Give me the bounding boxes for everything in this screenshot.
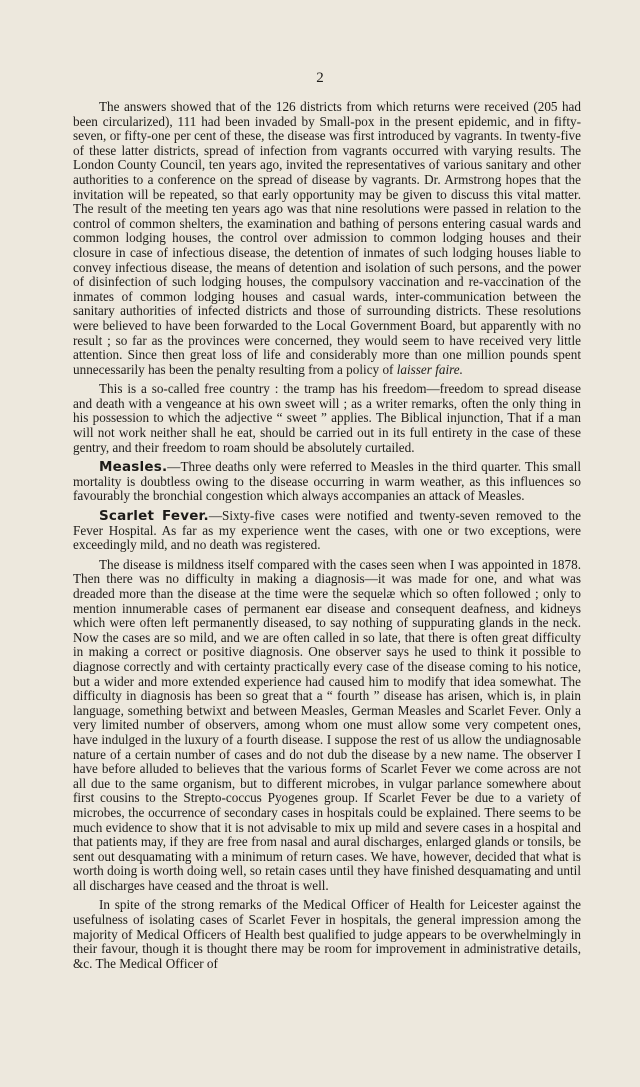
run: In spite of the strong remarks of the Medical Officer of Health for Leicester against the usefulness of isolating cases of Scarlet Fever in hospitals, the general impression among the majority of Medical Officers of Health best qualified to judge appears to be overwhelmingly in their favour, though it is thought there may be room for improvement in administrative details, &c. The Medical Officer of [73,897,581,971]
run: The answers showed that of the 126 districts from which returns were received (205 had been circularized), 111 had been invaded by Small-pox in the present epidemic, and in fifty-seven, or fifty-one per cent of these, the disease was first introduced by vagrants. In twenty-five of these latter districts, spread of infection from vagrants occurred with varying results. The London County Council, ten years ago, invited the representatives of various sanitary and other authorities to a conference on the spread of disease by vagrants. Dr. Armstrong hopes that the invitation will be repeated, so that early opportunity may be given to discuss this vital matter. The result of the meeting ten years ago was that nine resolutions were passed in relation to the control of common shelters, the examination and bathing of persons entering casual wards and common lodging houses, the control over admission to common lodging houses and their closure in case of infectious disease, the detention of inmates of such lodging houses liable to convey infectious disease, the means of detention and isolation of such persons, and the power of disinfection of such lodging houses, the compulsory vaccination and re-vaccination of the inmates of common lodging houses and casual wards, inter-communication between the sanitary authorities of infected districts and those of surrounding districts. These resolutions were believed to have been forwarded to the Local Government Board, but apparently with no result ; so far as the provinces were concerned, they would seem to have received very little attention. Since then great loss of life and considerably more than one million pounds spent unnecessarily has been the penalty resulting from a policy of [73,99,581,377]
run: —Three deaths only were referred to Measles in the third quarter. This small mortality is doubtless owing to the disease occurring in warm weather, as this influences so favourably the bronchial congestion which always accompanies an attack of Measles. [73,459,581,504]
paragraph-measles [73,460,581,504]
paragraph-free-country [73,382,581,455]
run: This is a so-called free country : the tramp has his freedom—freedom to spread disease and death with a vengeance at his own sweet will ; as a writer remarks, often the only thing in his possession to which the adjective “ sweet ” applies. The Biblical injunction, That if a man will not work neither shall he eat, should be carried out in its full entirety in the case of these gentry, and their freedom to roam should be absolutely curtailed. [73,381,581,455]
paragraph-vagrants [73,100,581,377]
run-italic: laisser faire. [396,361,463,377]
body-text [73,100,581,976]
run: The disease is mildness itself compared with the cases seen when I was appointed in 1878. Then there was no difficulty in making a diagnosis—it was made for one, and what was dreaded more than the disease at the time were the sequelæ which so often followed ; only to mention innumerable cases of permanent ear disease and consequent deafness, and kidneys which were often left permanently diseased, to say nothing of suppurating glands in the neck. Now the cases are so mild, and we are often called in so late, that there is often great difficulty in making a correct or positive diagnosis. One observer says he used to think it possible to diagnose correctly and with certainty practically every case of the disease coming to his notice, but a wider and more extended experience had caused him to modify that idea somewhat. The difficulty in diagnosis has been so great that a “ fourth ” disease has arisen, which is, in plain language, something betwixt and between Measles, German Measles and Scarlet Fever. Only a very limited number of observers, among whom one must allow some very competent ones, have indulged in the luxury of a fourth disease. I suppose the rest of us allow the undiagnosable nature of a certain number of cases and do not dub the disease by a new name. The observer I have before alluded to believes that the various forms of Scarlet Fever we come across are not all due to the same organism, but to different microbes, in vulgar parlance somewhere about first cousins to the Strepto-coccus Pyogenes group. If Scarlet Fever be due to a variety of microbes, the occurrence of secondary cases in hospitals could be explained. There seems to be much evidence to show that it is not advisable to mix up mild and severe cases in a hospital and that patients may, if they are free from nasal and aural discharges, enlarged glands or tonsils, be sent out desquamating with a minimum of return cases. We have, however, decided that what is worth doing is worth doing well, so retain cases until they have finished desquamating and until all discharges have ceased and the throat is well. [73,556,581,893]
paragraph-scarlet-fever [73,509,581,553]
section-heading-scarlet-fever: Scarlet Fever. [99,508,209,525]
paragraph-leicester [73,898,581,971]
section-heading-measles: Measles. [99,459,168,476]
run: —Sixty-five cases were notified and twenty-seven removed to the Fever Hospital. As far as my experience went the cases, with one or two exceptions, were exceedingly mild, and no death was registered. [73,508,581,553]
page-number: 2 [316,70,324,86]
paragraph-mildness [73,558,581,894]
